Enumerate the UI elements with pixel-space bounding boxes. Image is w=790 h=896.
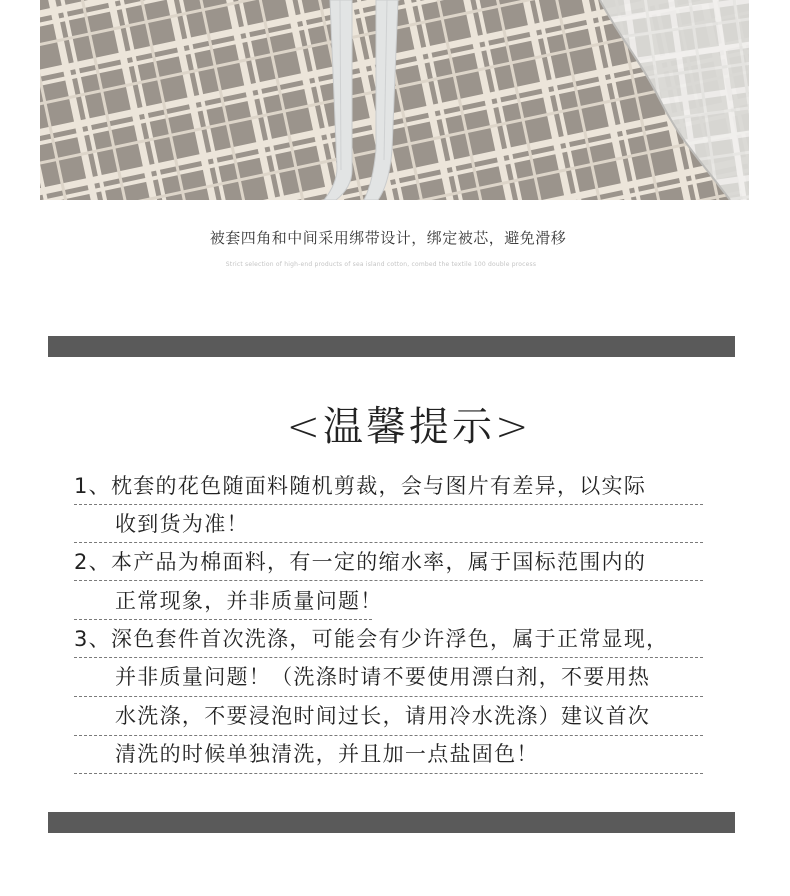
tips-title: <温馨提示> (286, 404, 532, 450)
dashed-rule (74, 735, 703, 736)
dashed-rule (74, 773, 703, 774)
tip-line-4: 正常现象，并非质量问题！ (115, 589, 383, 613)
dashed-rule (74, 542, 703, 543)
section-divider-bottom (48, 812, 735, 833)
dashed-rule (74, 657, 703, 658)
dashed-rule (74, 696, 703, 697)
photo-caption-english: Strict selection of high-end products of sea island cotton, combed the textile 100 double process (225, 261, 537, 268)
tip-line-2: 收到货为准！ (115, 512, 249, 536)
tip-line-3: 2、本产品为棉面料，有一定的缩水率，属于国标范围内的 (74, 550, 647, 574)
tip-line-5: 3、深色套件首次洗涤，可能会有少许浮色，属于正常显现， (74, 627, 669, 651)
dashed-rule (74, 619, 372, 620)
tip-line-6: 并非质量问题！（洗涤时请不要使用漂白剂，不要用热 (115, 665, 651, 689)
photo-caption: 被套四角和中间采用绑带设计，绑定被芯，避免滑移 (209, 229, 567, 247)
product-photo (40, 0, 749, 200)
tip-line-1: 1、枕套的花色随面料随机剪裁，会与图片有差异，以实际 (74, 474, 647, 498)
tip-line-7: 水洗涤，不要浸泡时间过长，请用冷水洗涤）建议首次 (115, 704, 651, 728)
dashed-rule (74, 580, 703, 581)
section-divider-top (48, 336, 735, 357)
tip-line-8: 清洗的时候单独清洗，并且加一点盐固色！ (115, 742, 539, 766)
dashed-rule (74, 504, 703, 505)
plaid-fabric-image (40, 0, 749, 200)
